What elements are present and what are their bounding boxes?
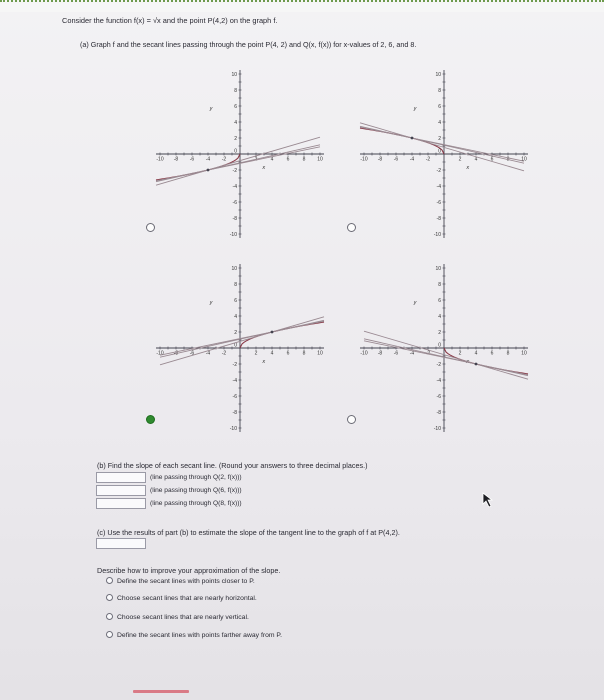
x-tick-label: -4 [205, 156, 211, 163]
slope-q2-input[interactable] [96, 472, 146, 483]
y-tick-label: 2 [438, 135, 441, 142]
x-tick-label: -8 [377, 156, 383, 163]
improve-choice-closer[interactable]: Define the secant lines with points closer to P. [106, 577, 255, 585]
bottom-button-edge [133, 690, 189, 693]
x-tick-label: 2 [458, 156, 462, 163]
improve-prompt: Describe how to improve your approximation of the slope. [97, 566, 281, 575]
mouse-cursor-icon [482, 492, 494, 508]
point-p [411, 137, 414, 140]
x-tick-label: 4 [270, 156, 274, 163]
curve-sqrt-x [360, 128, 444, 154]
secant-line [360, 123, 524, 171]
part-c-text: (c) Use the results of part (b) to estimate the slope of the tangent line to the graph of f at P(4,2). [97, 528, 400, 537]
y-tick-label: 8 [438, 87, 441, 94]
y-tick-label: -6 [232, 393, 237, 400]
y-tick-label: -2 [436, 361, 441, 368]
secant-line [160, 321, 324, 355]
slope-q6-input[interactable] [96, 485, 146, 496]
y-tick-label: 4 [438, 119, 441, 126]
x-tick-label: 8 [302, 156, 306, 163]
curve-sqrt-x [444, 348, 528, 374]
x-tick-label: 2 [254, 350, 258, 357]
x-tick-label: 4 [270, 350, 274, 357]
graph-top-left [150, 64, 330, 244]
radio-icon[interactable] [106, 613, 113, 620]
y-tick-label: -4 [436, 183, 441, 190]
y-tick-label: 2 [438, 329, 441, 336]
improve-choice-vertical[interactable]: Choose secant lines that are nearly vertical. [106, 613, 249, 621]
y-tick-label: -8 [436, 409, 441, 416]
y-tick-label: 6 [234, 103, 237, 110]
x-tick-label: -4 [205, 350, 211, 357]
improve-choice-farther[interactable]: Define the secant lines with points farther away from P. [106, 631, 282, 639]
secant-line [156, 147, 320, 181]
y-tick-label: 8 [438, 281, 441, 288]
y-tick-label: 4 [234, 313, 237, 320]
curve-sqrt-x [240, 322, 324, 348]
y-tick-label: -4 [232, 377, 237, 384]
y-tick-label: 2 [234, 135, 237, 142]
y-axis-label: y [413, 300, 417, 306]
x-tick-label: -6 [189, 156, 195, 163]
secant-line [156, 137, 320, 185]
part-a-text: (a) Graph f and the secant lines passing through the point P(4, 2) and Q(x, f(x)) for x-values of 2, 6, and 8. [80, 40, 417, 49]
point-p [271, 331, 274, 334]
y-tick-label: 8 [234, 281, 237, 288]
x-tick-label: 10 [317, 156, 323, 163]
y-tick-label: 2 [234, 329, 237, 336]
secant-line [360, 126, 524, 163]
y-tick-label: -8 [232, 215, 237, 222]
x-tick-label: -10 [156, 350, 164, 357]
radio-icon[interactable] [106, 631, 113, 638]
question-intro: Consider the function f(x) = √x and the point P(4,2) on the graph f. [62, 16, 278, 25]
x-tick-label: 8 [302, 350, 306, 357]
x-tick-label: -4 [409, 156, 415, 163]
y-tick-label: 4 [234, 119, 237, 126]
point-p [475, 363, 478, 366]
y-axis-label: y [209, 106, 213, 112]
slope-q8-label: (line passing through Q(8, f(x))) [150, 500, 242, 507]
x-axis-label: x [466, 165, 470, 171]
x-tick-label: -6 [393, 156, 399, 163]
y-tick-label: -8 [436, 215, 441, 222]
radio-icon[interactable] [106, 594, 113, 601]
point-p [207, 169, 210, 172]
origin-label: 0 [234, 342, 237, 349]
x-tick-label: 6 [286, 350, 290, 357]
origin-label: 0 [234, 148, 237, 155]
y-axis-label: y [209, 300, 213, 306]
x-tick-label: -4 [409, 350, 415, 357]
graph-bottom-right [354, 258, 534, 438]
x-tick-label: -10 [156, 156, 164, 163]
curve-sqrt-x [156, 154, 240, 180]
y-tick-label: -8 [232, 409, 237, 416]
y-tick-label: -2 [232, 167, 237, 174]
x-tick-label: 10 [521, 156, 527, 163]
y-tick-label: -10 [229, 231, 237, 238]
y-tick-label: 4 [438, 313, 441, 320]
y-tick-label: -4 [436, 377, 441, 384]
x-axis-label: x [262, 359, 266, 365]
y-tick-label: 10 [231, 265, 237, 272]
secant-line [156, 145, 320, 182]
secant-line [160, 320, 324, 357]
y-tick-label: -6 [232, 199, 237, 206]
x-tick-label: -8 [173, 156, 179, 163]
y-tick-label: -6 [436, 393, 441, 400]
y-tick-label: 8 [234, 87, 237, 94]
tangent-slope-input[interactable] [96, 538, 146, 549]
x-tick-label: 6 [490, 350, 494, 357]
x-tick-label: 4 [474, 350, 478, 357]
radio-icon[interactable] [106, 577, 113, 584]
graph-top-right [354, 64, 534, 244]
secant-line [364, 331, 528, 379]
x-tick-label: -2 [425, 156, 431, 163]
y-tick-label: 6 [438, 103, 441, 110]
graph-bottom-left [150, 258, 330, 438]
x-tick-label: -10 [360, 350, 368, 357]
slope-q8-input[interactable] [96, 498, 146, 509]
part-b-text: (b) Find the slope of each secant line. (Round your answers to three decimal places.) [97, 461, 368, 470]
y-tick-label: -10 [229, 425, 237, 432]
y-tick-label: -4 [232, 183, 237, 190]
secant-line [160, 317, 324, 365]
x-tick-label: 6 [286, 156, 290, 163]
x-tick-label: -2 [221, 156, 227, 163]
secant-line [360, 127, 524, 161]
slope-q6-label: (line passing through Q(6, f(x))) [150, 487, 242, 494]
y-tick-label: 6 [234, 297, 237, 304]
x-tick-label: 4 [474, 156, 478, 163]
y-tick-label: 10 [435, 265, 441, 272]
y-tick-label: -2 [232, 361, 237, 368]
y-tick-label: -10 [433, 425, 441, 432]
y-tick-label: -10 [433, 231, 441, 238]
top-border [0, 0, 604, 12]
x-tick-label: -6 [189, 350, 195, 357]
x-tick-label: -8 [377, 350, 383, 357]
x-tick-label: 10 [521, 350, 527, 357]
y-tick-label: 10 [435, 71, 441, 78]
x-tick-label: 8 [506, 350, 510, 357]
x-tick-label: -6 [393, 350, 399, 357]
x-tick-label: -2 [221, 350, 227, 357]
improve-choice-horizontal[interactable]: Choose secant lines that are nearly horizontal. [106, 594, 257, 602]
x-axis-label: x [262, 165, 266, 171]
origin-label: 0 [438, 148, 441, 155]
y-tick-label: -6 [436, 199, 441, 206]
x-tick-label: 6 [490, 156, 494, 163]
slope-q2-label: (line passing through Q(2, f(x))) [150, 474, 242, 481]
x-tick-label: 10 [317, 350, 323, 357]
secant-line [364, 341, 528, 375]
origin-label: 0 [438, 342, 441, 349]
x-tick-label: -10 [360, 156, 368, 163]
secant-line [364, 339, 528, 376]
x-tick-label: 2 [458, 350, 462, 357]
y-tick-label: -2 [436, 167, 441, 174]
y-axis-label: y [413, 106, 417, 112]
y-tick-label: 10 [231, 71, 237, 78]
y-tick-label: 6 [438, 297, 441, 304]
